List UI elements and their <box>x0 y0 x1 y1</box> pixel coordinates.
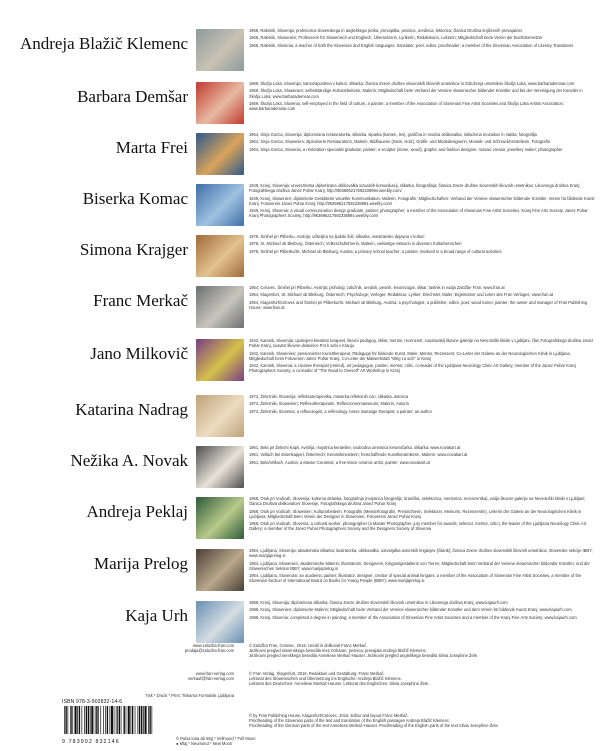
credit-line: Proofreading of the Slovenian parts of the text and translation of the English passages Andreja Blažič Klemenc. <box>249 718 451 724</box>
artwork-thumbnail <box>196 184 244 226</box>
bio-paragraph: 1942, Kamnik, Slowenien; pensionierter Kunsttherapeut, Pädagoge für bildende Kunst, Maler, Mentor, Rezensent, Co-Leiter der Galerie an der Neurologischen Klinik in Ljubljana, Mitgliedschaft beim Fotoverein Janez Puhar Kranj, Co-Leiter der Malwerkstatt "Weg zu sich" in Kranj <box>249 350 571 361</box>
bio-paragraph: 1978, St. Michael ob Bleiburg, Österreich; Volksschullehrerin, Malerin, vielseitige Akteurin in diversen Kulturbereichen <box>249 241 462 247</box>
bio-paragraph: 1964, Sinja Gorica, Slowenien; diplomierte Restauratorin, Malerin, Bildhauerin (Stein, Holz), Grafik- und Modedesignerin, Mosaik- und Schmuckherstellerin, Fotografin <box>249 139 551 145</box>
bio-paragraph: 1954, Ljubljana, Slovenian; an academic painter; illustrator, designer, creator of special animal kirigami, a member of the Association of Slovenian Fine Artist Societies, a member of the Slovenian Section of International Board on Books for Young People (IBBY); www.marijaprelog.si <box>249 573 582 584</box>
barcode-bar <box>119 706 120 734</box>
bio-paragraph: 1942, Kamnik, Slovenia; a creative therapist (retired), art pedagogue, painter, mentor, critic, co-leader of the Ljubljana Neurology Clinic Art Gallery, member of the Janez Puhar Kranj Photographers Society, a co-leader of "The Road to Oneself" Art Workshop in Kranj <box>249 363 576 374</box>
author-name: Simona Krajger <box>79 240 188 259</box>
barcode-bar <box>98 706 99 734</box>
barcode-bar <box>86 706 87 734</box>
bio-paragraph: 1949, Kranj, Slovenija; univerzitetna diplomirana oblikovalka vizualnih komunikacij, slikarka, fotografinja; članica Zveze društev slovenskih likovnih umetnikov; Likovnega društva Kranj; Fotografskega društva Janez Puhar Kranj; http://9636962175923389​94.weebly.com/ <box>249 183 581 194</box>
artwork-thumbnail <box>196 497 244 539</box>
barcode-bar <box>141 706 142 734</box>
barcode-bar <box>143 706 144 734</box>
author-name: Biserka Komac <box>82 189 188 208</box>
barcode-bar <box>107 706 108 734</box>
barcode-bar <box>139 706 140 734</box>
barcode-bar <box>117 706 118 734</box>
author-name: Franc Merkač <box>93 291 188 310</box>
barcode-bar <box>91 706 93 734</box>
artwork-thumbnail <box>196 29 244 71</box>
credit-line: © by Fran Publishing House, Klagenfurt/Celovec, 2016. Editor and layout Franc Merkač. <box>249 713 409 718</box>
colophon <box>0 637 600 751</box>
bio-paragraph: 1972, Železniki, Slowenien; Reflexotherapeutin, Reflexzonenmasseurin; Malerin, Autorin <box>249 401 409 407</box>
barcode-bar <box>75 706 77 734</box>
bio-paragraph: 1954, Klagenfurt, St. Michael ob Bleiburg, Österreich; Psychologe; Verleger, Redakteur, Lyriker, Drechsler, Maler; Eigentümer und Leiter des Fran Verlages; www.fran.at <box>249 292 554 298</box>
bio-paragraph: 1968, Rakitnik, Slovenia; a teacher of both the Slovenian and English languages, translator, poet, editor, proofreader; a member of the Slovenian Association of Literary Translators <box>249 42 574 48</box>
barcode-bar <box>114 706 115 734</box>
barcode-bar <box>135 706 136 734</box>
bio-paragraph: 1972, Železniki, Slovenija; refleksoterapevtka, maserka refleksnih con; slikarka, avtorica <box>249 394 409 399</box>
bio-paragraph: 1968, Rakitnik, Slovenija; profesorica slovenskega in angleškega jezika, prevajalka, pesnica, urednica, lektorica; članica Društva književnih prevajalcev <box>249 28 523 33</box>
paper-line: ● Mlaj * Neumond * New Moon <box>176 741 233 747</box>
barcode-bar <box>64 706 65 734</box>
barcode-bar <box>100 706 101 734</box>
bio-paragraph: 1958, Otok pri Vodicah, Slowenien; Kulturarbeiterin, Fotografin (Meisterfotografin, Preisrichterin, Selektorin, Mentorin, Rezensentin), Leiterin der Galerie an der Neurologischen Klinik in Ljubljana; Mitgliedschaft beim Verein der Designer in Slowenien, Fotoverein Janez Puhar Kranj <box>249 508 582 519</box>
author-bio <box>249 28 595 50</box>
contact-line: www.fran-verlag.com <box>195 671 234 676</box>
artwork-thumbnail <box>196 395 244 437</box>
bio-paragraph: 1954, Celovec, Šmihel pri Pliberku, Avstrija; psiholog; založnik, urednik, pesnik, lesorezugar, slikar; lastnik in vodja Založbe Fran; www.fran.at <box>249 285 505 290</box>
colophon-credits <box>249 671 595 687</box>
author-bio <box>249 548 595 586</box>
bio-paragraph: 1964, Sinja Gorica, Slovenia; a restoration specialist graduate; painter; a sculptor (stone, wood), graphic and fashion designer, mosaic creator, jewellery maker; photographer <box>249 146 563 152</box>
author-bio <box>249 445 595 467</box>
bio-paragraph: 1961, Bela/Vellach, Austria; a Master Ceramist; a free-lance ceramic artist, painter; www.novakart.at <box>249 459 430 465</box>
barcode-bar <box>79 706 80 734</box>
artwork-thumbnail <box>196 235 244 277</box>
barcode-bar <box>82 706 83 734</box>
bio-paragraph: 1972, Železniki, Slovenia; a reflexologist, a reflexology zones massage therapist; a painter; an author <box>249 408 432 414</box>
bio-paragraph: 1954, Ljubljana, Slowenien, akademische Malerin; Illustratorin, Designerin, Kirigamigestalterin von Tieren; Mitgliedschaft beim Verband der Vereine slowenischer bildender Künstler, und der Slowenischen Sektion IBBY; www.marijaprelog.si <box>249 560 590 571</box>
barcode-bar <box>149 706 150 734</box>
author-name: Nežika A. Novak <box>70 451 188 470</box>
artwork-thumbnail <box>196 549 244 591</box>
paper-info <box>176 736 255 746</box>
barcode-bar <box>95 706 96 734</box>
barcode-bar <box>152 706 153 734</box>
author-bio <box>249 600 595 622</box>
barcode-bar <box>68 706 69 734</box>
author-name: Andreja Peklaj <box>86 502 188 521</box>
barcode-bar <box>103 706 104 734</box>
author-name: Jano Milkovič <box>90 344 188 363</box>
colophon-credits <box>249 643 595 659</box>
artwork-thumbnail <box>196 446 244 488</box>
colophon-contact <box>188 671 234 681</box>
author-bio <box>249 394 595 416</box>
bio-paragraph: 1954, Klagenfurt/Celovec and Šmihel pri Pliberku/St. Michael ob Bleiburg, Austria; a psychologist; a publisher, editor, poet, wood turner, painter; the owner and manager of Fran Publishing House; www.fran.at <box>249 299 588 311</box>
barcode-bar <box>148 706 149 734</box>
author-bio <box>249 285 595 313</box>
bio-paragraph: 1988, Kranj, Slovenia; completed a degree in painting; a member of the Association of Slovenian Fine Artist Societies and a member of the Kranj Fine Arts Society; www.kajaurh.com <box>249 614 577 620</box>
barcode-bar <box>72 706 73 734</box>
author-name: Andreja Blažič Klemenc <box>19 34 188 53</box>
author-bio <box>249 338 595 376</box>
author-name: Barbara Demšar <box>77 87 188 106</box>
author-bio <box>249 496 595 534</box>
colophon-contact <box>145 693 234 698</box>
credit-line: Lektorat des Slowenischen und Übersetzung ins Englische: Andreja Blažič Klemenc. <box>249 676 402 682</box>
isbn-label: ISBN 978-3-902832-14-6 <box>62 699 123 705</box>
barcode-bar <box>121 706 122 734</box>
paper-line: © Pulsa luna ab 65g * Vellmond * Full Moon <box>176 736 256 741</box>
barcode-bar <box>77 706 78 734</box>
bio-paragraph: 1958, Otok pri Vodicah, Slovenia; a cultural worker, photographer (a Master Photographer, jury member for awards, selector, mentor, critic), the leader of the Ljubljana Neurology Clinic Art Gallery; a member of the Janez Puhar Photographers Society and the Designers Society of Slovenia <box>249 521 587 532</box>
author-bio <box>249 183 595 221</box>
barcode-bar <box>65 706 66 734</box>
author-bio <box>249 132 595 154</box>
barcode-bar <box>116 706 117 734</box>
bio-paragraph: 1961, Vellach bei Eisenkappel, Österreich; Keramikmeisterin; freischaffende Kunstkeramikerin, Malerin; www.novakart.at <box>249 452 468 458</box>
bio-paragraph: 1969, Škofja Loka, Slowenien; selbstständige Kulturarbeiterin, Malerin; Mitgliedschaft beim Verband der Vereine slowenischer bildender Künstler und bei der Vereinigung der Künstler in Škofja Loka; www.barbarademsar.com <box>249 88 583 99</box>
barcode-bar <box>110 706 111 734</box>
author-name: Marta Frei <box>115 138 188 157</box>
colophon-credits <box>249 713 595 729</box>
author-name: Katarina Nadrag <box>75 400 188 419</box>
barcode-bar <box>124 706 125 734</box>
barcode-bar <box>131 706 132 734</box>
author-name: Marija Prelog <box>94 554 188 573</box>
barcode-bar <box>105 706 106 734</box>
credit-line: Proofreading of the German parts of the text Anneliese Merkač-Hauser. Proofreading of the English parts of the text Silvia Josephine Žele. <box>249 723 499 729</box>
isbn-block <box>62 699 162 745</box>
author-bio <box>249 234 595 256</box>
artwork-thumbnail <box>196 339 244 381</box>
bio-paragraph: 1942, Kamnik, Slovenija; upokojeni kreativni terapevt, likovni pedagog, slikar, mentor, recenzent, soustavitelj likovne galerije na Nevrološki kliniki v Ljubljani, član Fotografskega društva Janez Puhar Kranj, soavtor likovne delavnice Pot k sebi v Kranju <box>249 338 594 349</box>
credit-line: Jezikovni pregled nemškega besedila Anneliese Merkač-Hauser. Jezikovni pregled angleškega besedila Silvia Josephine Žele. <box>249 653 479 659</box>
bio-paragraph: 1988, Kranj, Slovenija; diplomirana slikarka; članica Zveze društev slovenskih likovnih umetnikov in Likovnega društva Kranj; www.kajaurh.com <box>249 600 508 605</box>
bio-paragraph: 1968, Rakitnik, Slowenien; Professorin für Slowenisch und Englisch, Übersetzerin, Lyrikerin, Redakteurin, Lektorin; Mitgliedschaft beim Verein der Buchübersetzer <box>249 35 543 41</box>
bio-paragraph: 1958, Otok pri Vodicah, Slovenija; kulturna delavka, fotografinja (mojstrica fotografije, tiranička, selektorica, mentorica, recenzentka), vodja likovne galerije na Nevrološki kliniki v Ljubljani; članica Društva oblikovalcev Slovenije, Fotografskega društva Janez Puhar Kranj <box>249 496 586 507</box>
barcode-bar <box>128 706 130 734</box>
barcode-bar <box>96 706 97 734</box>
bio-paragraph: 1964, Sinja Gorica, Slovenija; diplomirana restavratorka, slikarka, kiparka (kamen, les), grafična in modna oblikovalka; inkluzivna mozaikov in nakita, fotografija <box>249 132 537 137</box>
author-name: Kaja Urh <box>125 606 188 625</box>
credit-line: © Fran Verlag, Klagenfurt, 2016. Redaktion und Gestaltung: Franc Merkač. <box>249 671 385 676</box>
barcode-bar <box>90 706 91 734</box>
contact-line: www.zalozba-fran.com <box>192 643 234 648</box>
bio-paragraph: 1949, Kranj, Slovenia; a visual communication design graduate, painter, photographer; a member of the Association of Slovenian Fine Artist Societies, Kranj Fine Arts Society, Janez Puhar Kranj Photographers Society; http://963696217592338894.weebly.com/ <box>249 208 588 219</box>
bio-paragraph: 1978, Šmihel pri Pliberku, Avstrija; učiteljica na ljudski šoli; slikarka, vsestransko dejavna v kulturi <box>249 234 425 239</box>
barcode-bar <box>88 706 89 734</box>
bio-paragraph: 1961, Bela pri Železni Kapli, Avstrija; mojstrica keramike; svobodna umetnica keramičarka, slikarka; www.novakart.at <box>249 445 461 450</box>
credit-line: Lektorat des Deutschen: Anneliese Merkač-Hauser. Lektorat des Englischen: Silvia Josephine Žele. <box>249 681 430 687</box>
barcode-bar <box>145 706 147 734</box>
isbn-digits: 9 783902 832146 <box>62 739 120 745</box>
credit-line: © Založba Fran, Celovec, 2016. Uredil in oblikoval Franc Merkač. <box>249 643 368 648</box>
barcode <box>62 706 154 734</box>
artwork-thumbnail <box>196 133 244 175</box>
artwork-thumbnail <box>196 82 244 124</box>
bio-paragraph: 1988, Kranj, Slowenien; diplomierte Malerin; Mitgliedschaft beim Verband der Vereine slowenischer bildender Künstler und dem Verein für bildende Kunst Kranj; www.kajaurh.com <box>249 607 572 613</box>
barcode-bar <box>84 706 85 734</box>
contact-line: verkauf@fran-verlag.com <box>187 676 234 682</box>
bio-paragraph: 1954, Ljubljana, Slovenija; akademska slikarka; ilustratorka, oblikovalka, ustvarjalka avtorskih kriganjev (čitank); članica Zveze društev slovenskih likovnih umetnikov, Slovenske sekcije IBBY; www.marijaprelog.si <box>249 548 593 559</box>
contact-line: Tisk * Druck * Print: Tiskarna Formatisk Ljubljana <box>145 693 234 698</box>
author-bio <box>249 81 595 114</box>
barcode-bar <box>138 706 139 734</box>
colophon-contact <box>185 643 234 653</box>
bio-paragraph: 1969, Škofja Loka, Slovenija; samozaposlena v kulturi, slikarka; članica Zveze društev slovenskih likovnih umetnikov in Združenja umetnikov Škofja Loka; www.barbarademsar.com <box>249 81 575 86</box>
bio-paragraph: 1969, Škofja Loka, Slovenia; self-employed in the field of culture, a painter; a member of the Association of Slovenian Fine Artist Societies and Škofja Loka Artists Association; www.barbarademsar.com <box>249 101 564 112</box>
contact-line: prodaja@zalozba-fran.com <box>184 648 234 654</box>
barcode-bar <box>126 706 127 734</box>
barcode-bar <box>132 706 133 734</box>
artwork-thumbnail <box>196 286 244 328</box>
barcode-bar <box>111 706 113 734</box>
credit-line: Jezikovni pregled slovenskega besedila Ines Ozkaran, pesnica, prevajala Andreja Blažič Klemenc. <box>249 648 427 654</box>
bio-paragraph: 1978, Šmihel pri Pliberku/St. Michael ob Bleiburg, Austria; a primary school teacher; a painter, involved in a broad range of cultural activities <box>249 248 502 254</box>
bio-paragraph: 1949, Kranj, Slowenien; diplomierte Gestalterin visueller Kommunikation, Malerin, Fotografin; Mitgliedschaften: Verband der Vereine slowenischer bildender Künstler, Verein für bildende Kunst Kranj, Fotoverein Janez Puhar Kranj; http://963696217592338894.weebly.com/ <box>249 195 595 206</box>
barcode-bar <box>70 706 71 734</box>
